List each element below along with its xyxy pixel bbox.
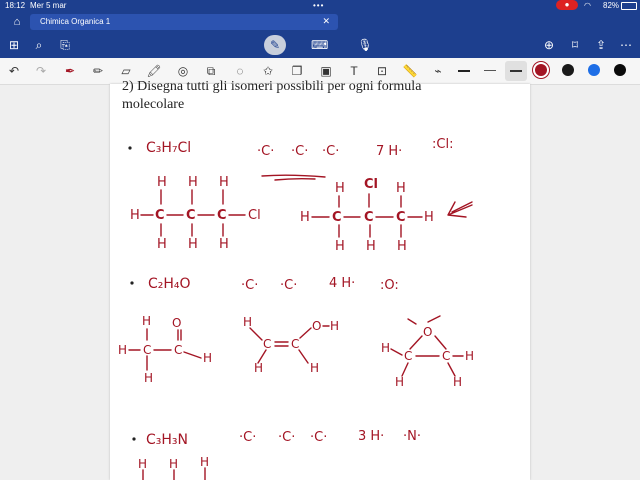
status-date: Mer 5 mar	[30, 1, 67, 10]
formula-label-1: C₃H₇Cl	[146, 140, 192, 156]
svg-text:C: C	[143, 343, 152, 357]
lasso-icon[interactable]: ◌	[236, 64, 244, 78]
text-icon[interactable]: T	[350, 64, 358, 78]
bullet-3	[132, 437, 135, 440]
svg-text:·C·: ·C·	[241, 278, 259, 293]
question-line-1: 2) Disegna tutti gli isomeri possibili per ogni formula	[122, 79, 422, 94]
status-bar	[0, 0, 640, 12]
svg-text:H: H	[335, 181, 345, 196]
svg-text:H: H	[144, 371, 154, 385]
handwriting-ink	[110, 84, 530, 480]
electron-dots-row-3	[239, 429, 421, 445]
search-icon[interactable]: ⌕	[35, 38, 43, 52]
record-icon[interactable]: ●	[556, 0, 578, 10]
svg-text:Cl: Cl	[364, 177, 378, 192]
svg-text:H: H	[142, 314, 152, 328]
laser-icon[interactable]: ⌁	[434, 64, 442, 78]
pen-mode-icon[interactable]: ✎	[264, 35, 286, 55]
redo-icon[interactable]: ↷	[35, 64, 47, 78]
grid-icon[interactable]: ⊞	[8, 38, 20, 52]
svg-text:C: C	[263, 337, 272, 351]
svg-text:C: C	[186, 208, 196, 223]
svg-text:·C·: ·C·	[280, 278, 298, 293]
line-width-icon	[510, 70, 522, 72]
structure-1-labels	[130, 175, 261, 252]
tab-notebook[interactable]	[30, 14, 338, 30]
svg-text:H: H	[381, 341, 391, 355]
mic-icon[interactable]: 🎙	[357, 38, 373, 52]
structure-3-bonds	[129, 329, 201, 370]
svg-text:C: C	[442, 349, 451, 363]
svg-text:C: C	[364, 210, 374, 225]
formula-label-2: C₂H₄O	[148, 276, 191, 292]
svg-text:H: H	[395, 375, 405, 389]
svg-text:7 H·: 7 H·	[376, 144, 403, 159]
svg-text:Cl: Cl	[248, 208, 261, 223]
svg-text:H: H	[169, 457, 179, 471]
structure-4-labels	[243, 315, 339, 375]
ruler-icon[interactable]: 📏	[402, 64, 418, 78]
svg-text:·C·: ·C·	[257, 144, 275, 159]
element-icon[interactable]: ❐	[291, 64, 303, 78]
formula-label-3: C₃H₃N	[146, 432, 188, 448]
svg-text:H: H	[188, 175, 198, 190]
svg-text:·C·: ·C·	[278, 430, 296, 445]
color-red-swatch[interactable]	[535, 64, 547, 76]
svg-text:H: H	[188, 237, 198, 252]
more-dots-icon: •••	[313, 1, 325, 10]
structure-6-bonds	[143, 468, 205, 480]
svg-text:H: H	[453, 375, 463, 389]
svg-text:H: H	[396, 181, 406, 196]
svg-text:H: H	[424, 210, 434, 225]
svg-text:·C·: ·C·	[291, 144, 309, 159]
svg-text:4 H·: 4 H·	[329, 276, 356, 291]
highlighter-icon[interactable]: 🖍	[146, 64, 162, 78]
svg-text:H: H	[130, 208, 140, 223]
bookmark-icon[interactable]: ⌑	[571, 38, 579, 52]
svg-text:C: C	[217, 208, 227, 223]
svg-text:·C·: ·C·	[322, 144, 340, 159]
electron-dots-row-2	[241, 276, 399, 293]
add-page-icon[interactable]: ⊕	[543, 38, 555, 52]
svg-text:H: H	[203, 351, 213, 365]
svg-text:C: C	[155, 208, 165, 223]
star-icon[interactable]: ✩	[262, 64, 274, 78]
svg-text:C: C	[174, 343, 183, 357]
svg-text:H: H	[335, 239, 345, 254]
status-time: 18:12	[5, 1, 26, 10]
svg-text:C: C	[291, 337, 300, 351]
undo-icon[interactable]: ↶	[8, 64, 20, 78]
bullet-1	[128, 146, 131, 149]
keyboard-icon[interactable]: ⌨	[311, 38, 329, 52]
svg-text:O: O	[312, 319, 322, 333]
new-page-icon[interactable]: ⎘	[60, 38, 70, 52]
notebook-page[interactable]	[110, 79, 530, 480]
tab-bar	[0, 12, 640, 32]
color-blue-swatch[interactable]	[588, 64, 600, 76]
more-icon[interactable]: ⋯	[620, 38, 632, 52]
thin-line-icon[interactable]	[458, 70, 470, 72]
shapes-icon[interactable]: ◎	[177, 64, 189, 78]
close-icon[interactable]: ✕	[322, 16, 330, 26]
pen-tool-icon[interactable]: ✒	[64, 64, 76, 78]
svg-text:O: O	[172, 316, 182, 330]
svg-text:H: H	[310, 361, 320, 375]
svg-text::O:: :O:	[380, 278, 399, 293]
structure-6-labels	[138, 455, 209, 471]
svg-text:H: H	[219, 175, 229, 190]
svg-text:C: C	[396, 210, 406, 225]
color-black-swatch[interactable]	[562, 64, 574, 76]
svg-text:H: H	[243, 315, 253, 329]
svg-text:H: H	[397, 239, 407, 254]
svg-text:H: H	[330, 319, 340, 333]
svg-text:H: H	[118, 343, 128, 357]
svg-text:H: H	[200, 455, 210, 469]
arrow-mark	[448, 202, 472, 217]
bullet-2	[130, 281, 133, 284]
svg-text:H: H	[157, 237, 167, 252]
svg-text:H: H	[300, 210, 310, 225]
svg-text:H: H	[254, 361, 264, 375]
underline-stroke-2	[275, 179, 315, 180]
svg-text:H: H	[138, 457, 148, 471]
image-icon[interactable]: ▣	[320, 64, 332, 78]
photo-icon[interactable]: ⊡	[376, 64, 388, 78]
line-icon[interactable]	[484, 70, 496, 71]
electron-dots-row-1	[257, 137, 453, 159]
color-dark-swatch[interactable]	[614, 64, 626, 76]
svg-text:H: H	[157, 175, 167, 190]
svg-text:H: H	[219, 237, 229, 252]
image-select-icon[interactable]: ⧉	[206, 64, 216, 78]
tab-title: Chimica Organica 1	[40, 17, 111, 26]
line-selected-button[interactable]	[505, 61, 527, 81]
svg-text:·C·: ·C·	[239, 430, 257, 445]
main-toolbar	[0, 32, 640, 58]
structure-2-labels	[300, 177, 434, 254]
svg-text::Cl:: :Cl:	[432, 137, 454, 152]
pencil-icon[interactable]: ✏	[92, 64, 104, 78]
svg-text:C: C	[404, 349, 413, 363]
svg-text:H: H	[366, 239, 376, 254]
underline-stroke-1	[262, 175, 325, 177]
home-icon[interactable]: ⌂	[13, 16, 21, 28]
battery-icon	[621, 2, 637, 10]
share-icon[interactable]: ⇪	[595, 38, 607, 52]
eraser-icon[interactable]: ▱	[121, 64, 131, 78]
svg-text:O: O	[423, 325, 433, 339]
svg-text:·C·: ·C·	[310, 430, 328, 445]
svg-text:·N·: ·N·	[403, 429, 421, 444]
svg-text:H: H	[465, 349, 475, 363]
question-line-2: molecolare	[122, 97, 185, 112]
svg-text:C: C	[332, 210, 342, 225]
status-battery: 82%	[603, 1, 620, 10]
svg-text:3 H·: 3 H·	[358, 429, 385, 444]
structure-5-labels	[381, 325, 474, 389]
wifi-icon: ◠	[584, 1, 591, 10]
